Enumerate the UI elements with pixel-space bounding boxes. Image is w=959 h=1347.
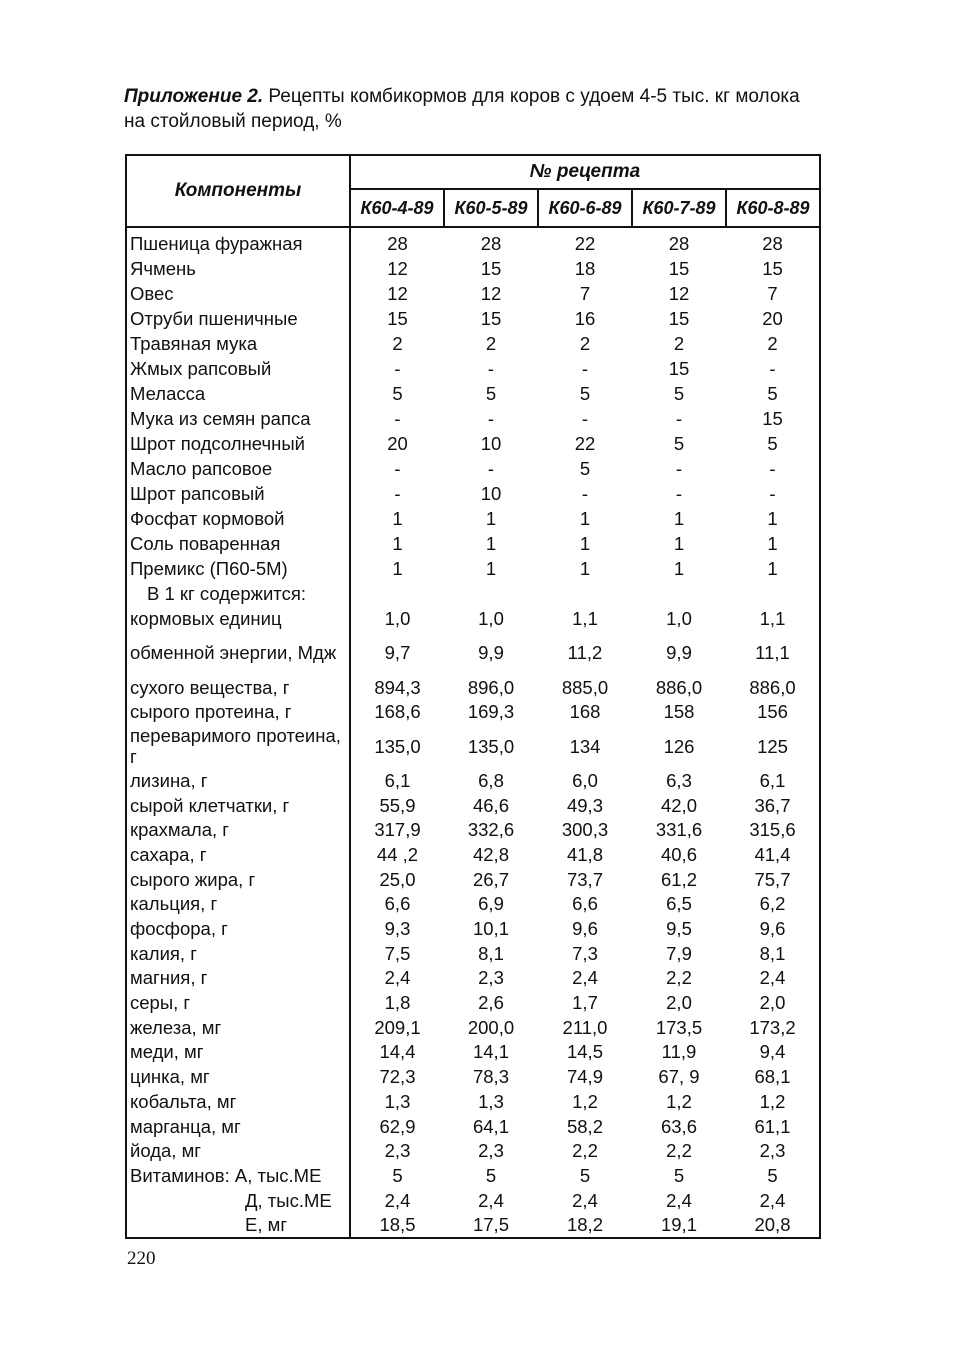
- section-row: [126, 581, 820, 606]
- row-value: 41,8: [566, 843, 603, 865]
- row-value: 2,4: [478, 1189, 504, 1211]
- section-label: В 1 кг содержится:: [126, 581, 350, 606]
- row-value: 15: [762, 408, 783, 429]
- row-value: 14,4: [379, 1041, 416, 1063]
- row-value: 15: [480, 308, 502, 329]
- row-value: 6,5: [666, 893, 692, 915]
- row-value: 9,9: [666, 642, 692, 664]
- table-row: [126, 381, 820, 406]
- table-row: [126, 1114, 820, 1139]
- row-value: 9,5: [666, 918, 692, 940]
- row-value: 9,7: [384, 642, 411, 664]
- row-value: 28: [762, 233, 783, 254]
- row-value: 125: [757, 735, 788, 757]
- table-row: [126, 1040, 820, 1065]
- row-value: 158: [663, 701, 695, 723]
- recipes-table: [125, 154, 821, 1239]
- row-value: 55,9: [379, 794, 416, 816]
- row-value: 885,0: [561, 676, 609, 698]
- row-value: 5: [392, 1164, 403, 1186]
- row-value: 1,3: [478, 1090, 504, 1112]
- row-value: -: [769, 358, 776, 379]
- row-label: Шрот рапсовый: [126, 481, 350, 506]
- row-value: 7: [767, 283, 778, 304]
- row-value: 11,2: [567, 642, 603, 664]
- row-value: 5: [767, 383, 778, 404]
- row-value: 44 ,2: [376, 843, 419, 865]
- row-value: 6,3: [666, 769, 692, 791]
- row-value: 73,7: [566, 868, 603, 890]
- row-value: 78,3: [472, 1066, 509, 1088]
- row-value: 41,4: [754, 843, 791, 865]
- row-value: 2,4: [384, 967, 411, 989]
- row-label: сырого протеина, г: [126, 699, 350, 724]
- row-value: 1: [767, 533, 778, 554]
- row-value: 22: [574, 233, 596, 254]
- empty-cell: [444, 581, 538, 606]
- table-row: [126, 431, 820, 456]
- recipe-code-header: К60-7-89: [632, 189, 726, 227]
- row-value: 2: [673, 333, 685, 354]
- row-value: 46,6: [472, 794, 509, 816]
- row-value: 6,6: [572, 893, 598, 915]
- table-row: [126, 1015, 820, 1040]
- table-row: [126, 356, 820, 381]
- row-value: 68,1: [754, 1066, 791, 1088]
- row-value: 2: [767, 333, 778, 354]
- row-value: 5: [673, 1164, 685, 1186]
- row-value: 58,2: [566, 1115, 603, 1137]
- row-value: 886,0: [749, 676, 796, 698]
- row-value: 5: [579, 383, 591, 404]
- row-value: 5: [485, 1164, 497, 1186]
- row-value: -: [769, 458, 776, 479]
- row-label: кальция, г: [126, 892, 350, 917]
- row-value: 1,8: [384, 992, 411, 1014]
- row-label: Масло рапсовое: [126, 456, 350, 481]
- row-value: 2,2: [666, 967, 692, 989]
- row-value: 1,0: [666, 607, 692, 629]
- row-value: -: [487, 358, 495, 379]
- row-value: 2,3: [759, 1140, 786, 1162]
- row-value: 26,7: [472, 868, 509, 890]
- row-value: 1,2: [666, 1090, 692, 1112]
- row-label: Д, тыс.МЕ: [126, 1188, 350, 1213]
- table-row: [126, 916, 820, 941]
- row-value: 62,9: [379, 1115, 416, 1137]
- row-value: 18,5: [379, 1214, 416, 1236]
- table-row: [126, 631, 820, 675]
- row-value: 75,7: [754, 868, 791, 890]
- recipe-code-header: К60-4-89: [350, 189, 444, 227]
- row-value: 10,1: [472, 918, 509, 940]
- row-value: 1,0: [478, 607, 504, 629]
- table-row: [126, 941, 820, 966]
- row-value: -: [487, 408, 495, 429]
- row-value: 74,9: [566, 1066, 603, 1088]
- row-label: кормовых единиц: [126, 606, 350, 631]
- row-value: 2: [579, 333, 591, 354]
- row-value: 1,2: [759, 1090, 786, 1112]
- row-value: 20: [762, 308, 783, 329]
- row-value: 2,2: [572, 1140, 598, 1162]
- row-label: Жмых рапсовый: [126, 356, 350, 381]
- row-value: 2,4: [572, 967, 598, 989]
- row-value: 9,3: [384, 918, 411, 940]
- row-label: Травяная мука: [126, 331, 350, 356]
- row-value: 42,8: [472, 843, 509, 865]
- row-value: 896,0: [467, 676, 515, 698]
- row-value: 16: [574, 308, 596, 329]
- row-label: сухого вещества, г: [126, 675, 350, 700]
- row-value: 173,2: [749, 1016, 796, 1038]
- row-value: 9,6: [759, 918, 786, 940]
- table-row: [126, 842, 820, 867]
- empty-cell: [538, 581, 632, 606]
- row-label: Соль поваренная: [126, 531, 350, 556]
- row-value: 200,0: [467, 1016, 515, 1038]
- row-value: 8,1: [478, 942, 504, 964]
- row-value: 6,9: [478, 893, 504, 915]
- row-value: 2,0: [759, 992, 786, 1014]
- page-number: 220: [127, 1248, 156, 1269]
- row-value: 2,4: [572, 1189, 598, 1211]
- row-value: 49,3: [566, 794, 603, 816]
- row-value: 17,5: [472, 1214, 509, 1236]
- row-label: Овес: [126, 281, 350, 306]
- row-value: 12: [387, 283, 408, 304]
- row-value: 1: [767, 508, 778, 529]
- row-value: 61,2: [660, 868, 697, 890]
- row-value: 14,1: [472, 1041, 509, 1063]
- table-row: [126, 331, 820, 356]
- row-value: 2,3: [478, 1140, 504, 1162]
- row-value: 15: [668, 258, 690, 279]
- row-value: 36,7: [754, 794, 791, 816]
- row-label: лизина, г: [126, 768, 350, 793]
- row-value: 1: [579, 533, 591, 554]
- row-label: сахара, г: [126, 842, 350, 867]
- table-row: [126, 817, 820, 842]
- row-value: 28: [480, 233, 502, 254]
- row-value: 5: [767, 433, 778, 454]
- row-value: 2,4: [666, 1189, 692, 1211]
- row-value: 6,0: [572, 769, 598, 791]
- row-value: 168,6: [374, 701, 421, 723]
- row-label: Премикс (П60-5М): [126, 556, 350, 581]
- table-row: [126, 867, 820, 892]
- row-value: 12: [668, 283, 690, 304]
- row-value: 15: [387, 308, 408, 329]
- row-value: 1: [579, 508, 591, 529]
- row-label: крахмала, г: [126, 817, 350, 842]
- table-row: [126, 506, 820, 531]
- caption-lead: Приложение 2.: [124, 86, 264, 107]
- row-value: -: [675, 458, 683, 479]
- row-value: 315,6: [749, 819, 796, 841]
- row-value: 22: [574, 433, 596, 454]
- row-value: 9,6: [572, 918, 598, 940]
- table-row: [126, 256, 820, 281]
- row-value: 209,1: [374, 1016, 421, 1038]
- table-row: [126, 1138, 820, 1163]
- row-value: 332,6: [467, 819, 515, 841]
- row-value: 19,1: [660, 1214, 697, 1236]
- table-row: [126, 1089, 820, 1114]
- recipe-number-header: № рецепта: [350, 155, 820, 189]
- row-value: 5: [579, 458, 591, 479]
- row-value: 28: [668, 233, 690, 254]
- table-row: [126, 699, 820, 724]
- row-value: 10: [480, 433, 502, 454]
- row-value: 1: [673, 533, 685, 554]
- row-label: калия, г: [126, 941, 350, 966]
- recipe-code-header: К60-5-89: [444, 189, 538, 227]
- row-value: 1,1: [759, 607, 786, 629]
- row-value: 2: [392, 333, 403, 354]
- row-value: 6,8: [478, 769, 504, 791]
- row-value: 317,9: [374, 819, 421, 841]
- row-value: 28: [387, 233, 408, 254]
- row-value: 67, 9: [658, 1066, 700, 1088]
- table-row: [126, 675, 820, 700]
- row-value: 126: [663, 735, 695, 757]
- row-value: 211,0: [562, 1016, 608, 1038]
- row-value: 2,0: [666, 992, 692, 1014]
- table-row: [126, 966, 820, 991]
- row-value: -: [675, 483, 683, 504]
- table-row: [126, 1188, 820, 1213]
- row-label: Пшеница фуражная: [126, 227, 350, 256]
- row-value: 1,7: [572, 992, 598, 1014]
- row-value: 2,4: [759, 967, 786, 989]
- row-label: марганца, мг: [126, 1114, 350, 1139]
- row-value: 1,0: [384, 607, 411, 629]
- row-label: магния, г: [126, 966, 350, 991]
- row-value: -: [581, 358, 589, 379]
- row-value: 5: [673, 433, 685, 454]
- table-body: [126, 227, 820, 1238]
- row-value: 11,1: [755, 642, 790, 664]
- row-value: 12: [480, 283, 502, 304]
- row-value: 894,3: [374, 676, 421, 698]
- table-row: [126, 531, 820, 556]
- row-value: 5: [767, 1164, 778, 1186]
- row-value: -: [394, 358, 401, 379]
- row-value: 134: [569, 735, 601, 757]
- row-label: Мука из семян рапса: [126, 406, 350, 431]
- components-header: Компоненты: [126, 155, 350, 227]
- row-value: 2: [485, 333, 497, 354]
- table-row: [126, 456, 820, 481]
- table-caption: [124, 84, 824, 134]
- row-value: 6,2: [759, 893, 786, 915]
- row-value: 1: [392, 533, 403, 554]
- row-value: -: [581, 483, 589, 504]
- row-value: 331,6: [655, 819, 703, 841]
- row-value: 135,0: [467, 735, 515, 757]
- table-row: [126, 227, 820, 256]
- row-label: Меласса: [126, 381, 350, 406]
- row-value: -: [769, 483, 776, 504]
- row-label: Е, мг: [126, 1212, 350, 1238]
- table-row: [126, 406, 820, 431]
- table-row: [126, 892, 820, 917]
- row-value: 63,6: [660, 1115, 697, 1137]
- row-value: 7,3: [572, 942, 598, 964]
- row-value: 6,6: [384, 893, 411, 915]
- table-row: [126, 990, 820, 1015]
- row-value: 5: [579, 1164, 591, 1186]
- row-value: 173,5: [655, 1016, 703, 1038]
- empty-cell: [632, 581, 726, 606]
- row-value: 5: [485, 383, 497, 404]
- row-label: сырой клетчатки, г: [126, 793, 350, 818]
- row-value: 18: [574, 258, 596, 279]
- table-row: [126, 306, 820, 331]
- table-row: [126, 281, 820, 306]
- row-label: сырого жира, г: [126, 867, 350, 892]
- row-value: 300,3: [561, 819, 609, 841]
- row-value: 11,9: [661, 1041, 697, 1063]
- row-value: 2,4: [384, 1189, 411, 1211]
- row-value: 15: [668, 308, 690, 329]
- row-value: 15: [762, 258, 783, 279]
- recipe-code-header: К60-8-89: [726, 189, 820, 227]
- caption-text: Рецепты комбикормов для коров с удоем 4-5 тыс. кг молока на стойловый период, %: [124, 86, 800, 132]
- row-value: 64,1: [472, 1115, 509, 1137]
- row-value: 5: [392, 383, 403, 404]
- row-value: 1,2: [572, 1090, 598, 1112]
- row-label: кобальта, мг: [126, 1089, 350, 1114]
- table-row: [126, 1163, 820, 1188]
- row-value: 886,0: [655, 676, 703, 698]
- table-row: [126, 481, 820, 506]
- row-label: переваримого протеина, г: [126, 724, 350, 768]
- row-value: 8,1: [759, 942, 786, 964]
- row-value: 72,3: [379, 1066, 416, 1088]
- row-value: -: [394, 483, 401, 504]
- row-label: обменной энергии, Мдж: [126, 631, 350, 675]
- empty-cell: [350, 581, 444, 606]
- row-label: Фосфат кормовой: [126, 506, 350, 531]
- row-value: -: [394, 408, 401, 429]
- row-label: Ячмень: [126, 256, 350, 281]
- row-value: 15: [668, 358, 690, 379]
- recipe-code-header: К60-6-89: [538, 189, 632, 227]
- row-value: 5: [673, 383, 685, 404]
- row-value: 2,3: [478, 967, 504, 989]
- table-row: [126, 1212, 820, 1238]
- table-row: [126, 724, 820, 768]
- table-row: [126, 768, 820, 793]
- row-value: 1: [673, 508, 685, 529]
- row-label: цинка, мг: [126, 1064, 350, 1089]
- row-label: Отруби пшеничные: [126, 306, 350, 331]
- row-value: 61,1: [754, 1115, 791, 1137]
- row-value: -: [487, 458, 495, 479]
- row-label: серы, г: [126, 990, 350, 1015]
- table-row: [126, 556, 820, 581]
- row-value: 20,8: [754, 1214, 791, 1236]
- row-value: 9,9: [478, 642, 504, 664]
- row-value: 2,6: [478, 992, 504, 1014]
- row-value: 7: [579, 283, 591, 304]
- row-value: 6,1: [759, 769, 786, 791]
- row-value: -: [394, 458, 401, 479]
- row-value: 1: [485, 533, 497, 554]
- row-value: 2,2: [666, 1140, 692, 1162]
- row-value: 15: [480, 258, 502, 279]
- row-value: 1: [392, 508, 403, 529]
- row-value: -: [675, 408, 683, 429]
- row-value: -: [581, 408, 589, 429]
- row-value: 1: [485, 558, 497, 579]
- row-value: 1,1: [572, 607, 598, 629]
- row-label: Шрот подсолнечный: [126, 431, 350, 456]
- row-value: 2,3: [384, 1140, 411, 1162]
- row-value: 9,4: [759, 1041, 786, 1063]
- row-value: 12: [387, 258, 408, 279]
- row-label: Витаминов: А, тыс.МЕ: [126, 1163, 350, 1188]
- row-value: 7,9: [666, 942, 692, 964]
- row-label: фосфора, г: [126, 916, 350, 941]
- row-value: 1: [767, 558, 778, 579]
- table-row: [126, 606, 820, 631]
- row-value: 169,3: [467, 701, 515, 723]
- empty-cell: [726, 581, 820, 606]
- row-value: 1: [392, 558, 403, 579]
- row-value: 6,1: [384, 769, 411, 791]
- row-value: 42,0: [660, 794, 697, 816]
- row-value: 7,5: [384, 942, 411, 964]
- row-value: 168: [569, 701, 601, 723]
- table-row: [126, 1064, 820, 1089]
- table-row: [126, 793, 820, 818]
- row-value: 10: [480, 483, 502, 504]
- row-label: йода, мг: [126, 1138, 350, 1163]
- row-value: 1: [579, 558, 591, 579]
- row-value: 25,0: [379, 868, 416, 890]
- row-value: 18,2: [566, 1214, 603, 1236]
- row-label: меди, мг: [126, 1040, 350, 1065]
- row-value: 14,5: [566, 1041, 603, 1063]
- row-value: 135,0: [374, 735, 421, 757]
- row-value: 2,4: [759, 1189, 786, 1211]
- row-value: 20: [387, 433, 408, 454]
- row-value: 156: [757, 701, 788, 723]
- row-value: 1: [673, 558, 685, 579]
- row-value: 40,6: [660, 843, 697, 865]
- row-value: 1: [485, 508, 497, 529]
- row-label: железа, мг: [126, 1015, 350, 1040]
- row-value: 1,3: [384, 1090, 411, 1112]
